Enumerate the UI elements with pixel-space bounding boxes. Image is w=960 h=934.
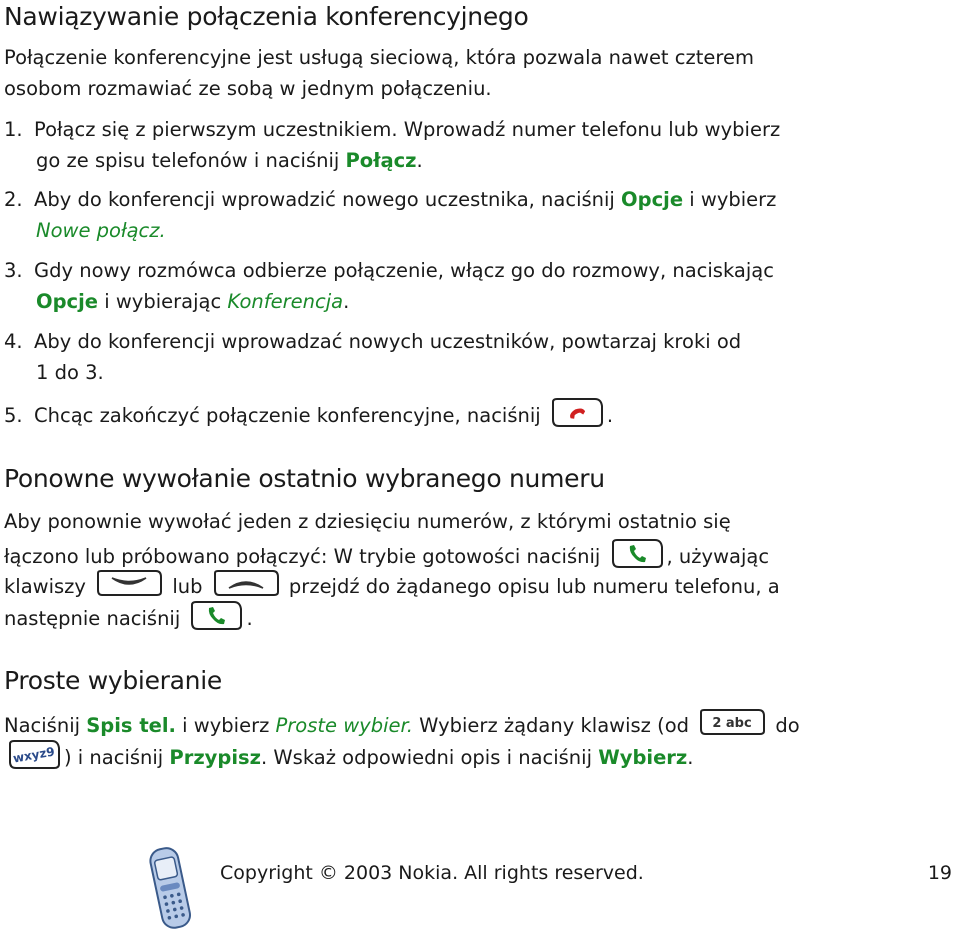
step-5-text-a: Chcąc zakończyć połączenie konferencyjne, naciśnij (34, 404, 547, 427)
softkey-opcje: Opcje (621, 188, 684, 211)
step-4-text-a: Aby do konferencji wprowadzać nowych uczestników, powtarzaj kroki od (34, 330, 742, 353)
softkey-opcje-2: Opcje (36, 290, 99, 313)
step-1 (4, 114, 904, 145)
nokia-phone-illustration (146, 844, 194, 934)
step-3-text-b: i wybierając (98, 290, 228, 313)
step-3 (4, 255, 904, 286)
step-5-number: 5. (4, 404, 23, 427)
step-1-number: 1. (4, 118, 23, 141)
step-1-cont: go ze spisu telefonów i naciśnij Połącz. (36, 149, 423, 172)
step-3-text-a: Gdy nowy rozmówca odbierze połączenie, włącz go do rozmowy, naciskając (34, 259, 774, 282)
step-2 (4, 184, 904, 215)
speed-dial-line-2: wxyz9 ) i naciśnij Przypisz. Wskaż odpowiedni opis i naciśnij Wybierz. (4, 738, 693, 779)
softkey-polacz: Połącz (345, 149, 417, 172)
redial-line-2a: łączono lub próbowano połączyć: W trybie gotowości naciśnij (4, 545, 607, 568)
step-2-text-b: i wybierz (683, 188, 777, 211)
redial-line-3c: przejdź do żądanego opisu lub numeru telefonu, a (282, 575, 780, 598)
step-4-cont (4, 357, 904, 388)
speed-dial-line-2a: ) i naciśnij (64, 746, 170, 769)
redial-line-2b: , używając (666, 545, 770, 568)
conference-intro-line-1: Połączenie konferencyjne jest usługą sieciową, która pozwala nawet czterem (4, 46, 754, 69)
redial-line-1: Aby ponownie wywołać jeden z dziesięciu numerów, z którymi ostatnio się (4, 510, 731, 533)
end-call-key-icon (549, 396, 605, 437)
menu-nowe-polacz: Nowe połącz. (36, 219, 166, 242)
menu-proste-wybier: Proste wybier. (275, 714, 413, 737)
speed-dial-line-1b: i wybierz (175, 714, 276, 737)
step-4 (4, 326, 904, 357)
step-2-number: 2. (4, 188, 23, 211)
step-1-text-b: go ze spisu telefonów i naciśnij (36, 149, 346, 172)
softkey-spis-tel: Spis tel. (86, 714, 176, 737)
menu-konferencja: Konferencja (227, 290, 344, 313)
step-1-text-a: Połącz się z pierwszym uczestnikiem. Wprowadź numer telefonu lub wybierz (34, 118, 781, 141)
key-2-icon (697, 707, 767, 746)
softkey-przypisz: Przypisz (169, 746, 261, 769)
step-2-cont (4, 215, 904, 246)
step-3-number: 3. (4, 259, 23, 282)
step-4-text-b: 1 do 3. (36, 361, 104, 384)
redial-line-4: następnie naciśnij . (4, 599, 253, 640)
speed-dial-line-1c: Wybierz żądany klawisz (od (412, 714, 696, 737)
step-3-cont: Opcje i wybierając Konferencja. (36, 290, 350, 313)
step-5: 5. Chcąc zakończyć połączenie konferencyjne, naciśnij . (4, 396, 904, 437)
page-number: 19 (927, 862, 952, 884)
step-2-text-a: Aby do konferencji wprowadzić nowego uczestnika, naciśnij (34, 188, 622, 211)
redial-line-3a: klawiszy (4, 575, 93, 598)
section-title-speed-dial: Proste wybieranie (4, 666, 222, 695)
key-2-label: 2 abc (712, 716, 752, 731)
speed-dial-line-1a: Naciśnij (4, 714, 87, 737)
step-4-number: 4. (4, 330, 23, 353)
redial-line-3b: lub (166, 575, 209, 598)
key-9-label: wxyz9 (11, 744, 56, 766)
conference-intro-line-2: osobom rozmawiać ze sobą w jednym połączeniu. (4, 77, 492, 100)
call-key-icon-2 (188, 599, 244, 640)
key-9-icon (6, 738, 62, 779)
speed-dial-line-1d: do (769, 714, 800, 737)
section-title-conference: Nawiązywanie połączenia konferencyjnego (4, 2, 529, 31)
redial-line-4a: następnie naciśnij (4, 607, 187, 630)
speed-dial-line-2b: . Wskaż odpowiedni opis i naciśnij (261, 746, 599, 769)
softkey-wybierz: Wybierz (598, 746, 688, 769)
section-title-redial: Ponowne wywołanie ostatnio wybranego numeru (4, 464, 605, 493)
copyright-notice: Copyright © 2003 Nokia. All rights reserved. (220, 862, 644, 884)
